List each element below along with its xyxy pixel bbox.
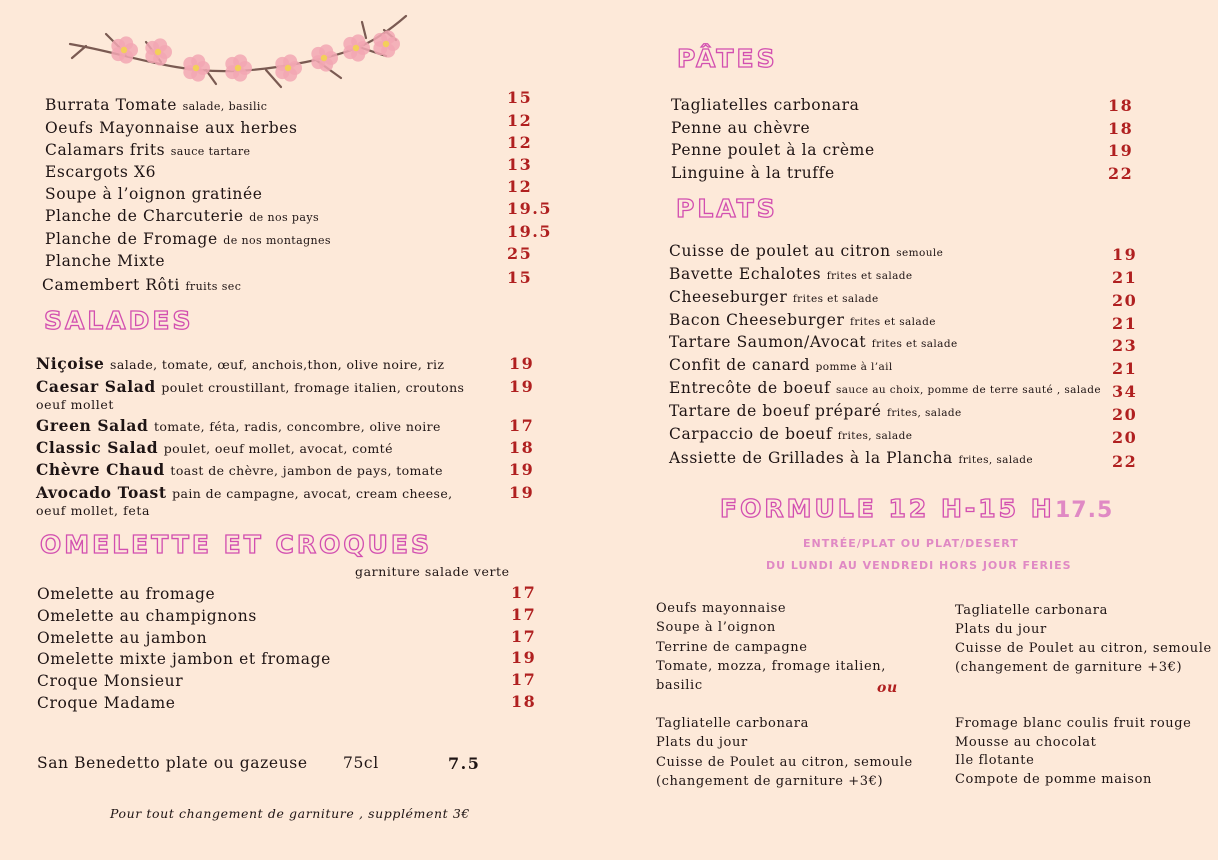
formule-line: Tomate, mozza, fromage italien, [656,658,886,674]
salad-price: 19 [509,483,535,502]
omelette-item-price: 19 [511,648,537,667]
plat-note: frites et salade [826,270,913,282]
blossom-flower [183,54,210,81]
pasta-item-price: 18 [1108,96,1134,115]
plat-price: 19 [1112,245,1138,264]
plat-name: Cheeseburger [669,288,788,306]
salad-description: salade, tomate, œuf, anchois,thon, olive noire, riz [110,357,445,372]
pasta-item-price: 22 [1108,164,1134,183]
formule-line: Tagliatelle carbonara [955,603,1108,618]
plat-note: frites et salade [871,338,958,350]
omelette-item-name: Croque Madame [37,694,176,712]
pates-heading: PÂTES [677,44,778,73]
item-note: salade, basilic [182,100,268,113]
plat-note: frites et salade [792,293,879,305]
plat-item [669,449,1033,467]
formule-line: (changement de garniture +3€) [656,773,884,789]
formule-line: Terrine de campagne [656,639,808,655]
formule-line: Plats du jour [656,735,748,751]
formule-subtitle-1: ENTRÉE/PLAT OU PLAT/DESERT [803,537,1019,550]
cherry-blossom-branch-icon [66,12,411,92]
omelette-item-price: 17 [511,670,537,689]
item-note: de nos pays [249,211,319,224]
blossom-flower [145,38,172,65]
menu-item [45,119,298,137]
salad-price: 19 [509,377,535,396]
omelette-item-price: 18 [511,692,537,711]
menu-item [45,185,263,203]
salad-name: Avocado Toast [36,483,167,502]
item-name: Escargots X6 [45,163,157,181]
item-name: Planche de Fromage [45,230,218,248]
pasta-item-name: Linguine à la truffe [671,164,835,182]
pasta-item-name: Tagliatelles carbonara [671,96,860,114]
item-price: 12 [507,111,533,130]
blossom-flower [225,54,252,81]
omelette-item-price: 17 [511,583,537,602]
item-name: Planche Mixte [45,252,166,270]
item-price: 15 [507,268,533,287]
item-name: Soupe à l’oignon gratinée [45,185,263,203]
menu-item [45,207,319,225]
menu-item [45,230,331,248]
plat-name: Confit de canard [669,356,811,374]
plat-price: 21 [1112,314,1138,333]
plat-price: 21 [1112,268,1138,287]
water-price: 7.5 [448,754,481,773]
salad-item [36,483,453,502]
plat-price: 20 [1112,428,1138,447]
plat-price: 20 [1112,405,1138,424]
formule-line: basilic [656,678,703,694]
plat-note: frites, salade [887,407,962,419]
salad-description-cont: oeuf mollet, feta [36,503,151,518]
plat-note: frites et salade [850,316,936,328]
item-price: 12 [507,133,533,152]
item-price: 19.5 [507,199,552,218]
menu-item [45,141,250,159]
salad-price: 18 [509,438,535,457]
plat-name: Cuisse de poulet au citron [669,242,891,260]
salad-description: toast de chèvre, jambon de pays, tomate [170,463,443,478]
item-price: 25 [507,244,533,263]
blossom-flower [373,30,400,57]
plat-note: semoule [896,247,944,259]
plat-name: Bacon Cheeseburger [669,311,845,329]
salad-description-cont: oeuf mollet [36,397,114,412]
salad-price: 17 [509,416,535,435]
garniture-note: garniture salade verte [355,564,510,579]
plat-price: 23 [1112,336,1138,355]
plat-item [669,333,958,351]
item-note: de nos montagnes [223,234,331,247]
item-price: 19.5 [507,222,552,241]
omelette-item-name: Omelette au fromage [37,585,216,603]
pasta-item-name: Penne au chèvre [671,119,811,137]
salad-price: 19 [509,354,535,373]
plat-note: sauce au choix, pomme de terre sauté , salade [835,384,1101,396]
salad-item [36,416,441,435]
salad-description: poulet croustillant, fromage italien, croutons [161,380,465,395]
menu-item [45,96,267,114]
formule-line: Fromage blanc coulis fruit rouge [955,716,1192,731]
item-name: Planche de Charcuterie [45,207,244,225]
plat-note: frites, salade [837,430,913,442]
water-name: San Benedetto plate ou gazeuse [37,754,308,772]
formule-subtitle-2: DU LUNDI AU VENDREDI HORS JOUR FERIES [766,559,1072,572]
item-name: Calamars frits [45,141,166,159]
salad-item [36,438,393,457]
plat-name: Entrecôte de boeuf [669,379,831,397]
pasta-item-price: 19 [1108,141,1134,160]
formule-line: (changement de garniture +3€) [955,660,1183,675]
plat-item [669,288,879,306]
plat-item [669,356,893,374]
plat-price: 34 [1112,382,1138,401]
omelette-item-price: 17 [511,605,537,624]
omelette-item-name: Omelette au jambon [37,629,208,647]
formule-line: Compote de pomme maison [955,771,1152,787]
item-name: Burrata Tomate [45,96,178,114]
salad-name: Green Salad [36,416,149,435]
plat-item [669,425,912,443]
item-note: fruits sec [185,280,242,293]
plat-item [669,402,962,420]
formule-line: Mousse au chocolat [955,734,1097,750]
plat-item [669,265,913,283]
formule-line: Oeufs mayonnaise [656,601,787,616]
item-price: 12 [507,177,533,196]
formule-line: Cuisse de Poulet au citron, semoule [656,754,913,770]
salad-name: Niçoise [36,354,105,373]
plat-name: Assiette de Grillades à la Plancha [669,449,953,467]
plat-name: Tartare de boeuf préparé [669,402,882,420]
salad-price: 19 [509,460,535,479]
item-note: sauce tartare [170,145,251,158]
pasta-item-name: Penne poulet à la crème [671,141,875,159]
formule-line: Tagliatelle carbonara [656,716,809,731]
blossom-flower [275,54,302,81]
blossom-flower [111,36,138,63]
salad-name: Classic Salad [36,438,159,457]
formule-line: Cuisse de Poulet au citron, semoule [955,641,1212,656]
plat-price: 21 [1112,359,1138,378]
plat-name: Bavette Echalotes [669,265,822,283]
footnote: Pour tout changement de garniture , supplément 3€ [110,806,470,821]
plat-item [669,379,1101,397]
formule-price: 17.5 [1055,498,1114,523]
formule-line: Plats du jour [955,622,1047,637]
salad-name: Chèvre Chaud [36,460,165,479]
item-name: Oeufs Mayonnaise aux herbes [45,119,298,137]
plat-name: Tartare Saumon/Avocat [669,333,867,351]
formule-or-label: ou [877,680,898,696]
item-price: 13 [507,155,533,174]
salades-heading: SALADES [44,306,194,335]
salad-item [36,354,444,373]
water-size: 75cl [343,754,379,772]
menu-item [45,252,165,270]
plat-price: 20 [1112,291,1138,310]
plat-item [669,242,943,260]
salad-description: poulet, oeuf mollet, avocat, comté [163,441,393,456]
formule-line: Soupe à l’oignon [656,620,776,636]
plat-name: Carpaccio de boeuf [669,425,833,443]
formule-line: Ile flotante [955,753,1035,768]
blossom-flower [311,44,338,71]
plats-heading: PLATS [676,194,778,223]
omelette-item-name: Omelette mixte jambon et fromage [37,650,331,668]
item-price: 15 [507,88,533,107]
salad-name: Caesar Salad [36,377,156,396]
item-name: Camembert Rôti [42,276,180,294]
omelette-item-name: Omelette au champignons [37,607,257,625]
salad-description: tomate, féta, radis, concombre, olive noire [153,419,441,434]
salad-item [36,377,464,396]
omelette-item-price: 17 [511,627,537,646]
menu-item [42,276,241,294]
menu-item [45,163,156,181]
plat-item [669,311,936,329]
pasta-item-price: 18 [1108,119,1134,138]
salad-description: pain de campagne, avocat, cream cheese, [172,486,453,501]
salad-item [36,460,443,479]
omelette-item-name: Croque Monsieur [37,672,184,690]
plat-price: 22 [1112,452,1138,471]
formule-heading: FORMULE 12 H-15 H [720,494,1055,523]
plat-note: frites, salade [958,454,1034,466]
plat-note: pomme à l’ail [815,361,893,373]
omelettes-heading: OMELETTE ET CROQUES [40,530,432,559]
